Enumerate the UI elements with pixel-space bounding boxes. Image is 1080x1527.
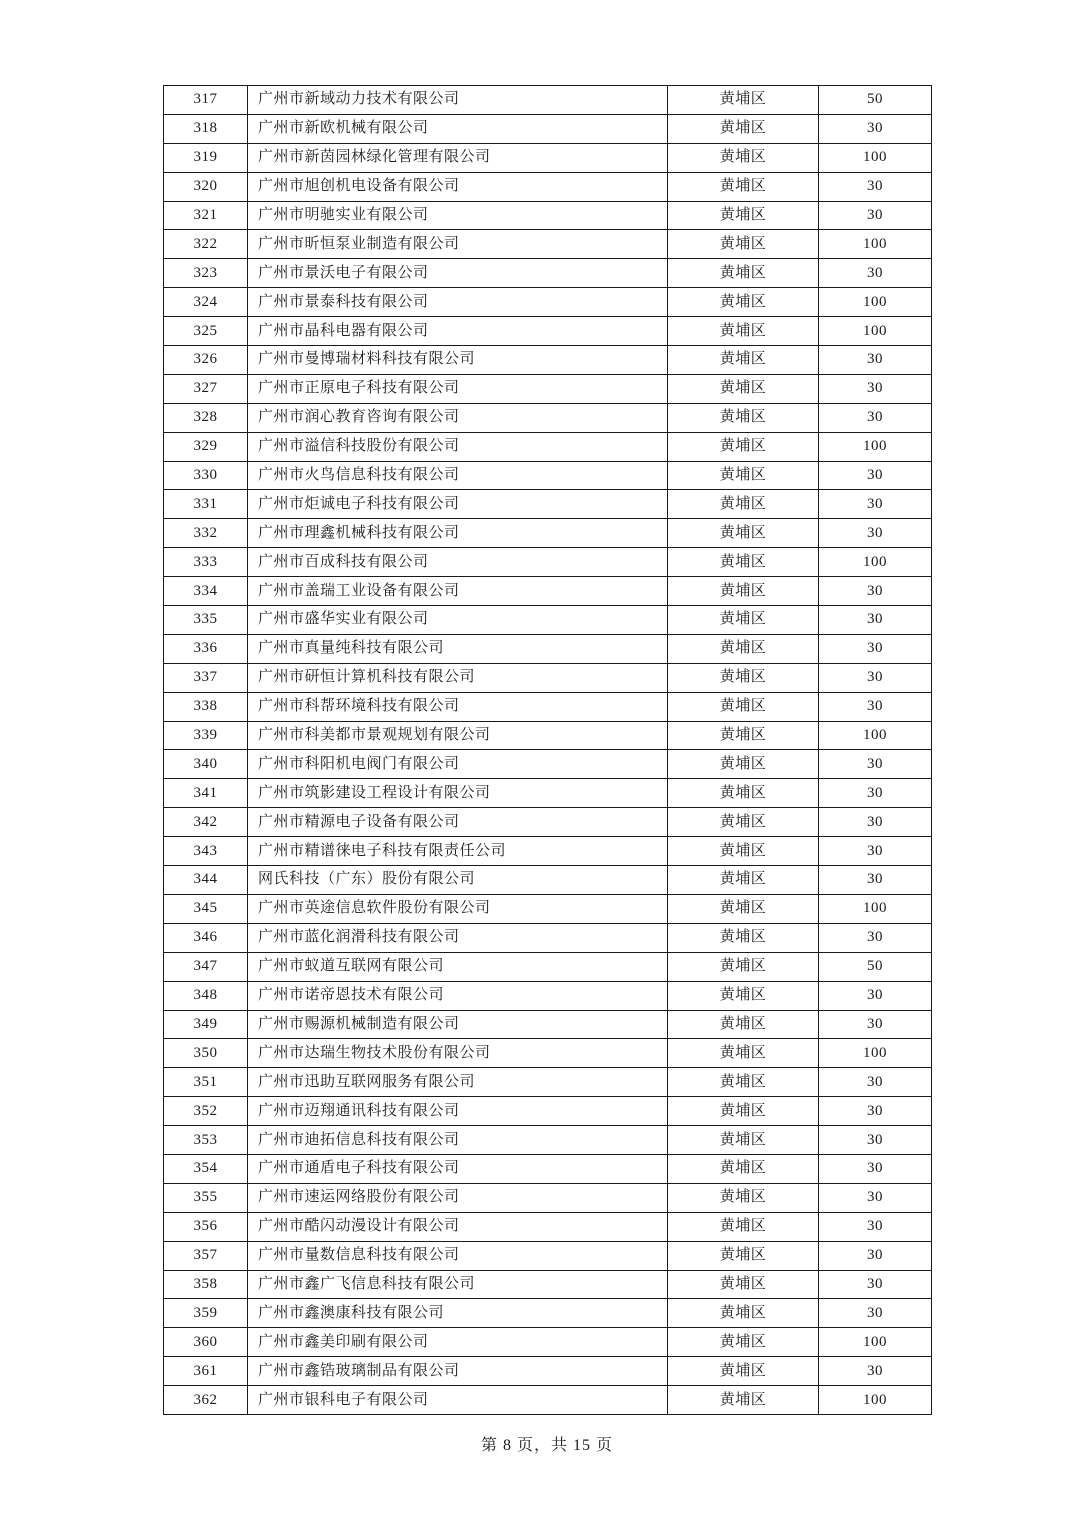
table-row: [164, 1270, 932, 1299]
row-number: 331: [164, 490, 248, 519]
district: 黄埔区: [668, 606, 819, 635]
company-name: 广州市炬诚电子科技有限公司: [248, 490, 668, 519]
district: 黄埔区: [668, 519, 819, 548]
row-number: 347: [164, 952, 248, 981]
table-row: [164, 577, 932, 606]
row-number: 327: [164, 374, 248, 403]
score-value: 100: [819, 432, 932, 461]
company-name: 广州市景泰科技有限公司: [248, 288, 668, 317]
score-value: 100: [819, 1328, 932, 1357]
row-number: 357: [164, 1241, 248, 1270]
company-name: 广州市正原电子科技有限公司: [248, 374, 668, 403]
row-number: 326: [164, 346, 248, 375]
table-row: [164, 403, 932, 432]
table-row: [164, 894, 932, 923]
company-name: 广州市晶科电器有限公司: [248, 317, 668, 346]
score-value: 30: [819, 346, 932, 375]
row-number: 359: [164, 1299, 248, 1328]
company-name: 广州市速运网络股份有限公司: [248, 1183, 668, 1212]
company-name: 广州市迅助互联网服务有限公司: [248, 1068, 668, 1097]
page-number-footer: 第 8 页，共 15 页: [480, 1437, 613, 1454]
company-name: 广州市旭创机电设备有限公司: [248, 172, 668, 201]
district: 黄埔区: [668, 1328, 819, 1357]
table-row: [164, 1328, 932, 1357]
district: 黄埔区: [668, 114, 819, 143]
table-row: [164, 1183, 932, 1212]
score-value: 30: [819, 866, 932, 895]
table-row: [164, 606, 932, 635]
table-row: [164, 346, 932, 375]
district: 黄埔区: [668, 490, 819, 519]
table-row: [164, 374, 932, 403]
table-row: [164, 86, 932, 115]
company-name: 广州市精谱徕电子科技有限责任公司: [248, 837, 668, 866]
score-value: 30: [819, 1126, 932, 1155]
district: 黄埔区: [668, 634, 819, 663]
score-value: 50: [819, 952, 932, 981]
company-name: 广州市昕恒泵业制造有限公司: [248, 230, 668, 259]
row-number: 339: [164, 721, 248, 750]
company-name: 广州市盛华实业有限公司: [248, 606, 668, 635]
district: 黄埔区: [668, 1299, 819, 1328]
score-value: 100: [819, 230, 932, 259]
table-row: [164, 114, 932, 143]
score-value: 30: [819, 808, 932, 837]
score-value: 30: [819, 1212, 932, 1241]
district: 黄埔区: [668, 1039, 819, 1068]
table-row: [164, 490, 932, 519]
district: 黄埔区: [668, 750, 819, 779]
score-value: 30: [819, 1357, 932, 1386]
district: 黄埔区: [668, 317, 819, 346]
score-value: 30: [819, 461, 932, 490]
row-number: 354: [164, 1154, 248, 1183]
company-name: 广州市通盾电子科技有限公司: [248, 1154, 668, 1183]
company-name: 广州市达瑞生物技术股份有限公司: [248, 1039, 668, 1068]
score-value: 100: [819, 894, 932, 923]
table-row: [164, 548, 932, 577]
score-value: 30: [819, 114, 932, 143]
table-row: [164, 461, 932, 490]
score-value: 30: [819, 606, 932, 635]
company-name: 广州市鑫美印刷有限公司: [248, 1328, 668, 1357]
district: 黄埔区: [668, 952, 819, 981]
district: 黄埔区: [668, 1068, 819, 1097]
table-row: [164, 721, 932, 750]
district: 黄埔区: [668, 548, 819, 577]
table-row: [164, 201, 932, 230]
row-number: 340: [164, 750, 248, 779]
row-number: 356: [164, 1212, 248, 1241]
district: 黄埔区: [668, 230, 819, 259]
district: 黄埔区: [668, 1357, 819, 1386]
row-number: 338: [164, 692, 248, 721]
score-value: 30: [819, 1299, 932, 1328]
company-name: 广州市赐源机械制造有限公司: [248, 1010, 668, 1039]
score-value: 30: [819, 1154, 932, 1183]
row-number: 350: [164, 1039, 248, 1068]
company-name: 网氏科技（广东）股份有限公司: [248, 866, 668, 895]
score-value: 30: [819, 403, 932, 432]
table-row: [164, 143, 932, 172]
district: 黄埔区: [668, 1154, 819, 1183]
row-number: 322: [164, 230, 248, 259]
company-name: 广州市诺帝恩技术有限公司: [248, 981, 668, 1010]
district: 黄埔区: [668, 894, 819, 923]
table-row: [164, 259, 932, 288]
row-number: 329: [164, 432, 248, 461]
company-name: 广州市百成科技有限公司: [248, 548, 668, 577]
row-number: 348: [164, 981, 248, 1010]
row-number: 318: [164, 114, 248, 143]
district: 黄埔区: [668, 692, 819, 721]
district: 黄埔区: [668, 1183, 819, 1212]
table-row: [164, 317, 932, 346]
row-number: 358: [164, 1270, 248, 1299]
district: 黄埔区: [668, 1241, 819, 1270]
row-number: 335: [164, 606, 248, 635]
score-value: 100: [819, 317, 932, 346]
score-value: 100: [819, 143, 932, 172]
score-value: 30: [819, 1010, 932, 1039]
district: 黄埔区: [668, 201, 819, 230]
company-name: 广州市鑫广飞信息科技有限公司: [248, 1270, 668, 1299]
table-row: [164, 981, 932, 1010]
score-value: 30: [819, 490, 932, 519]
table-row: [164, 1386, 932, 1415]
row-number: 323: [164, 259, 248, 288]
district: 黄埔区: [668, 981, 819, 1010]
row-number: 345: [164, 894, 248, 923]
company-name: 广州市曼博瑞材料科技有限公司: [248, 346, 668, 375]
district: 黄埔区: [668, 663, 819, 692]
row-number: 353: [164, 1126, 248, 1155]
company-name: 广州市蓝化润滑科技有限公司: [248, 923, 668, 952]
table-row: [164, 952, 932, 981]
table-row: [164, 663, 932, 692]
score-value: 30: [819, 374, 932, 403]
district: 黄埔区: [668, 143, 819, 172]
company-name: 广州市研恒计算机科技有限公司: [248, 663, 668, 692]
score-value: 30: [819, 1097, 932, 1126]
company-name: 广州市润心教育咨询有限公司: [248, 403, 668, 432]
row-number: 341: [164, 779, 248, 808]
district: 黄埔区: [668, 432, 819, 461]
company-name: 广州市新欧机械有限公司: [248, 114, 668, 143]
row-number: 349: [164, 1010, 248, 1039]
score-value: 30: [819, 779, 932, 808]
score-value: 30: [819, 577, 932, 606]
table-row: [164, 288, 932, 317]
company-name: 广州市精源电子设备有限公司: [248, 808, 668, 837]
company-name: 广州市科帮环境科技有限公司: [248, 692, 668, 721]
score-value: 100: [819, 1386, 932, 1415]
score-value: 30: [819, 1270, 932, 1299]
row-number: 319: [164, 143, 248, 172]
row-number: 324: [164, 288, 248, 317]
score-value: 30: [819, 259, 932, 288]
district: 黄埔区: [668, 1097, 819, 1126]
row-number: 332: [164, 519, 248, 548]
row-number: 362: [164, 1386, 248, 1415]
score-value: 30: [819, 519, 932, 548]
row-number: 320: [164, 172, 248, 201]
company-name: 广州市迪拓信息科技有限公司: [248, 1126, 668, 1155]
row-number: 360: [164, 1328, 248, 1357]
district: 黄埔区: [668, 403, 819, 432]
district: 黄埔区: [668, 866, 819, 895]
row-number: 352: [164, 1097, 248, 1126]
table-row: [164, 432, 932, 461]
score-value: 30: [819, 692, 932, 721]
table-row: [164, 519, 932, 548]
row-number: 343: [164, 837, 248, 866]
table-row: [164, 1212, 932, 1241]
table-row: [164, 1357, 932, 1386]
row-number: 317: [164, 86, 248, 115]
table-row: [164, 866, 932, 895]
company-name: 广州市理鑫机械科技有限公司: [248, 519, 668, 548]
row-number: 351: [164, 1068, 248, 1097]
company-name: 广州市迈翔通讯科技有限公司: [248, 1097, 668, 1126]
table-row: [164, 750, 932, 779]
table-row: [164, 1154, 932, 1183]
district: 黄埔区: [668, 577, 819, 606]
company-name: 广州市量数信息科技有限公司: [248, 1241, 668, 1270]
district: 黄埔区: [668, 461, 819, 490]
company-name: 广州市新域动力技术有限公司: [248, 86, 668, 115]
company-name: 广州市新茵园林绿化管理有限公司: [248, 143, 668, 172]
score-value: 30: [819, 923, 932, 952]
company-name: 广州市真量纯科技有限公司: [248, 634, 668, 663]
district: 黄埔区: [668, 1270, 819, 1299]
district: 黄埔区: [668, 86, 819, 115]
district: 黄埔区: [668, 1212, 819, 1241]
district: 黄埔区: [668, 1386, 819, 1415]
district: 黄埔区: [668, 779, 819, 808]
table-row: [164, 1126, 932, 1155]
table-row: [164, 1039, 932, 1068]
table-row: [164, 1068, 932, 1097]
company-name: 广州市科美都市景观规划有限公司: [248, 721, 668, 750]
score-value: 30: [819, 750, 932, 779]
district: 黄埔区: [668, 288, 819, 317]
company-name: 广州市酷闪动漫设计有限公司: [248, 1212, 668, 1241]
district: 黄埔区: [668, 808, 819, 837]
score-value: 100: [819, 721, 932, 750]
table-row: [164, 634, 932, 663]
row-number: 328: [164, 403, 248, 432]
district: 黄埔区: [668, 721, 819, 750]
row-number: 337: [164, 663, 248, 692]
company-name: 广州市火鸟信息科技有限公司: [248, 461, 668, 490]
company-name: 广州市蚁道互联网有限公司: [248, 952, 668, 981]
score-value: 30: [819, 1183, 932, 1212]
table-row: [164, 172, 932, 201]
score-value: 30: [819, 663, 932, 692]
table-row: [164, 779, 932, 808]
score-value: 30: [819, 201, 932, 230]
score-value: 100: [819, 288, 932, 317]
table-row: [164, 230, 932, 259]
district: 黄埔区: [668, 923, 819, 952]
score-value: 100: [819, 548, 932, 577]
company-name: 广州市盖瑞工业设备有限公司: [248, 577, 668, 606]
row-number: 342: [164, 808, 248, 837]
table-row: [164, 1097, 932, 1126]
district: 黄埔区: [668, 1010, 819, 1039]
score-value: 30: [819, 1241, 932, 1270]
score-value: 30: [819, 981, 932, 1010]
row-number: 334: [164, 577, 248, 606]
district: 黄埔区: [668, 374, 819, 403]
row-number: 325: [164, 317, 248, 346]
company-name: 广州市溢信科技股份有限公司: [248, 432, 668, 461]
row-number: 344: [164, 866, 248, 895]
score-value: 100: [819, 1039, 932, 1068]
company-name: 广州市明驰实业有限公司: [248, 201, 668, 230]
row-number: 330: [164, 461, 248, 490]
table-row: [164, 1299, 932, 1328]
row-number: 333: [164, 548, 248, 577]
table-row: [164, 837, 932, 866]
district: 黄埔区: [668, 1126, 819, 1155]
score-value: 30: [819, 1068, 932, 1097]
company-name: 广州市鑫锆玻璃制品有限公司: [248, 1357, 668, 1386]
district: 黄埔区: [668, 837, 819, 866]
district: 黄埔区: [668, 259, 819, 288]
row-number: 321: [164, 201, 248, 230]
company-name: 广州市科阳机电阀门有限公司: [248, 750, 668, 779]
company-name: 广州市英途信息软件股份有限公司: [248, 894, 668, 923]
row-number: 361: [164, 1357, 248, 1386]
table-row: [164, 1241, 932, 1270]
table-row: [164, 808, 932, 837]
table-row: [164, 923, 932, 952]
row-number: 336: [164, 634, 248, 663]
company-name: 广州市银科电子有限公司: [248, 1386, 668, 1415]
score-value: 50: [819, 86, 932, 115]
company-name: 广州市筑影建设工程设计有限公司: [248, 779, 668, 808]
row-number: 346: [164, 923, 248, 952]
company-table: [163, 85, 932, 1415]
company-name: 广州市鑫澳康科技有限公司: [248, 1299, 668, 1328]
district: 黄埔区: [668, 346, 819, 375]
district: 黄埔区: [668, 172, 819, 201]
company-table-body: [164, 86, 932, 1415]
score-value: 30: [819, 634, 932, 663]
company-name: 广州市景沃电子有限公司: [248, 259, 668, 288]
table-row: [164, 1010, 932, 1039]
table-row: [164, 692, 932, 721]
score-value: 30: [819, 172, 932, 201]
row-number: 355: [164, 1183, 248, 1212]
score-value: 30: [819, 837, 932, 866]
